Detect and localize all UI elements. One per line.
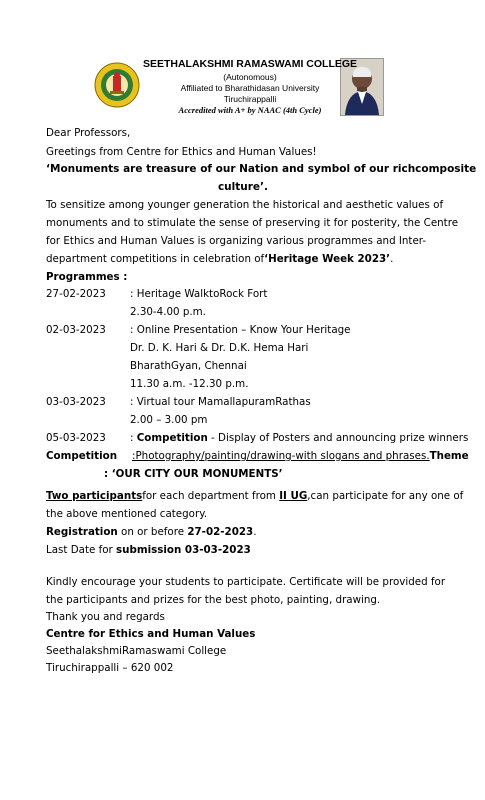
programme-date: 02-03-2023 (46, 324, 106, 336)
programme-date: 03-03-2023 (46, 396, 106, 408)
quote-line-2: culture’. (217, 181, 269, 193)
intro-line-4 (46, 252, 393, 266)
registration-date: 27-02-2023 (187, 526, 254, 538)
competition-label: Competition (46, 450, 118, 462)
city: Tiruchirappalli (223, 94, 277, 104)
programme-date: 05-03-2023 (46, 432, 106, 444)
submission-prefix: Last Date for (46, 544, 117, 556)
accreditation-text: Accredited with A+ by NAAC (4th Cycle) (178, 105, 322, 115)
competition-text (132, 449, 469, 463)
prog4-competition: Competition (136, 432, 208, 444)
programme-detail: Dr. D. K. Hari & Dr. D.K. Hema Hari (130, 342, 309, 354)
submission-line (46, 543, 251, 557)
salutation: Dear Professors, (46, 127, 131, 139)
prog4-rest: - Display of Posters and announcing prize winners (207, 432, 469, 444)
affiliation: Affiliated to Bharathidasan University (180, 83, 320, 93)
programme-detail: : Online Presentation – Know Your Heritage (130, 324, 351, 336)
intro-line-4-suffix: . (390, 253, 394, 265)
programmes-heading: Programmes : (46, 271, 128, 283)
theme-label: Theme (429, 450, 469, 462)
intro-line-1: To sensitize among younger generation the historical and aesthetic values of (46, 199, 444, 211)
signature-org: Centre for Ethics and Human Values (46, 628, 256, 640)
closing-line-1: Kindly encourage your students to participate. Certificate will be provided for (46, 576, 446, 588)
greeting: Greetings from Centre for Ethics and Human Values! (46, 146, 317, 158)
programme-detail: : Heritage WalktoRock Fort (130, 288, 268, 300)
programme-detail: 11.30 a.m. -12.30 p.m. (130, 378, 249, 390)
college-name: SEETHALAKSHMI RAMASWAMI COLLEGE (142, 58, 358, 70)
closing-line-2: the participants and prizes for the best photo, painting, drawing. (46, 594, 381, 606)
programme-detail: 2.00 – 3.00 pm (130, 414, 208, 426)
heritage-week: ‘Heritage Week 2023’ (264, 253, 391, 265)
registration-end: . (253, 526, 257, 538)
programme-date: 27-02-2023 (46, 288, 106, 300)
participants-line-1 (46, 489, 463, 503)
intro-line-4-prefix: department competitions in celebration of (46, 253, 265, 265)
prog4-colon: : (130, 432, 137, 444)
accreditation (130, 105, 370, 115)
registration-label: Registration (46, 526, 118, 538)
programme-detail (130, 431, 468, 445)
intro-line-3: for Ethics and Human Values is organizing various programmes and Inter- (46, 235, 427, 247)
quote-line-1: ‘Monuments are treasure of our Nation and symbol of our richcomposite (46, 163, 477, 175)
submission-date: submission 03-03-2023 (116, 544, 251, 556)
participants-mid: for each department from (142, 490, 280, 502)
programme-detail: : Virtual tour MamallapuramRathas (130, 396, 311, 408)
registration-line (46, 525, 257, 539)
participants-line-2: the above mentioned category. (46, 508, 208, 520)
thanks: Thank you and regards (46, 611, 165, 623)
programme-detail: BharathGyan, Chennai (130, 360, 247, 372)
registration-mid: on or before (117, 526, 188, 538)
programme-detail: 2.30-4.00 p.m. (130, 306, 206, 318)
signature-college: SeethalakshmiRamaswami College (46, 645, 227, 657)
intro-line-2: monuments and to stimulate the sense of preserving it for posterity, the Centre (46, 217, 459, 229)
two-participants: Two participants (46, 490, 143, 502)
participants-rest: ,can participate for any one of (307, 490, 464, 502)
theme-value: : ‘OUR CITY OUR MONUMENTS’ (104, 468, 283, 480)
competition-categories: :Photography/painting/drawing-with slogans and phrases. (132, 450, 430, 462)
autonomous-status: (Autonomous) (223, 72, 277, 82)
signature-city: Tiruchirappalli – 620 002 (46, 662, 174, 674)
ug-level: II UG (279, 490, 308, 502)
